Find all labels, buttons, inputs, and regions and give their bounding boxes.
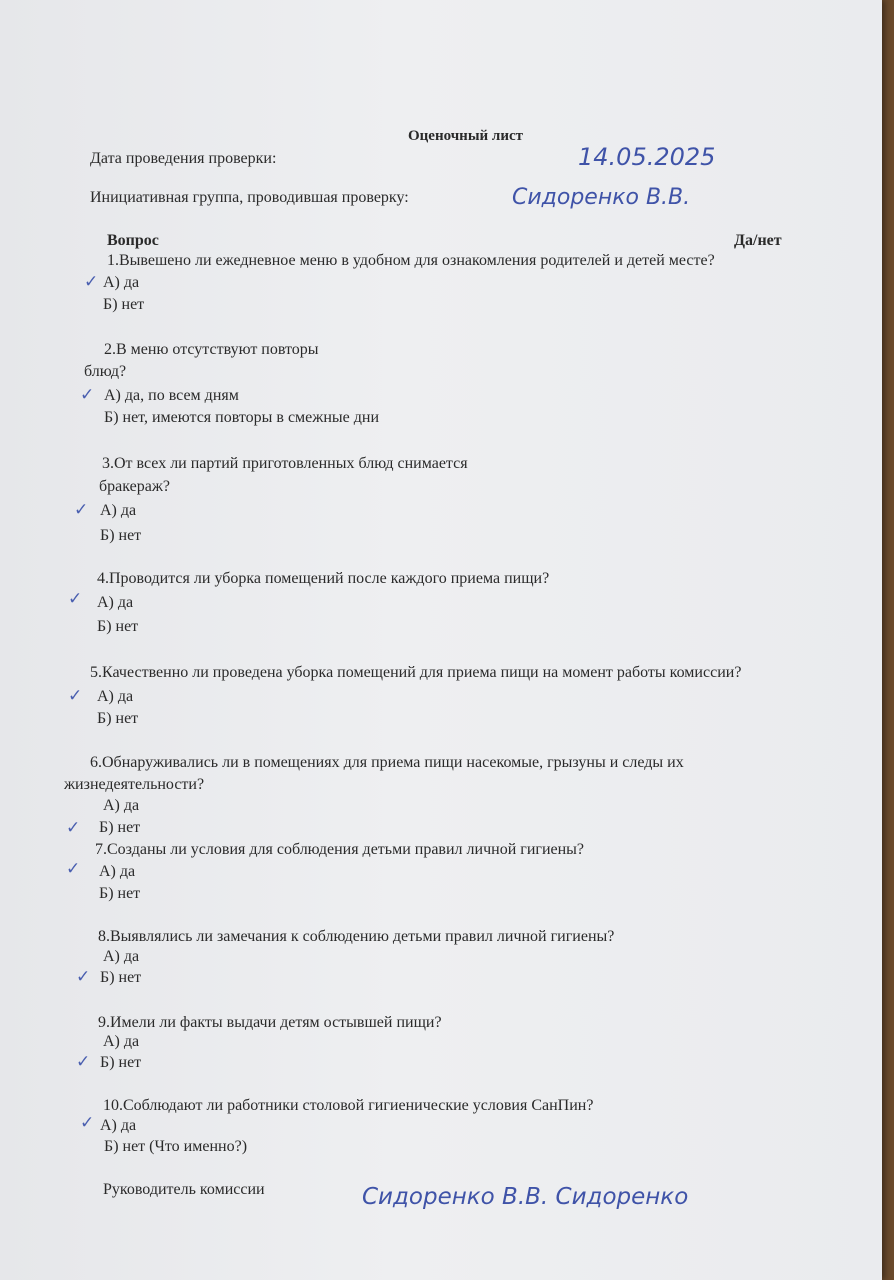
check-mark-5: ✓ — [68, 686, 83, 706]
answer-10a: А) да — [100, 1117, 137, 1134]
answer-4a: А) да — [97, 594, 134, 611]
answer-3a: А) да — [100, 502, 137, 519]
check-mark-10: ✓ — [80, 1113, 95, 1133]
column-answer: Да/нет — [734, 232, 782, 249]
check-mark-3: ✓ — [74, 500, 89, 520]
answer-8a: А) да — [103, 948, 140, 965]
answer-8b: Б) нет — [100, 969, 142, 986]
date-handwritten: 14.05.2025 — [578, 143, 716, 171]
question-10: 10.Соблюдают ли работники столовой гигиенические условия СанПин? — [103, 1097, 594, 1114]
question-6-line2: жизнедеятельности? — [64, 776, 205, 793]
answer-6a: А) да — [103, 797, 140, 814]
check-mark-8: ✓ — [76, 967, 91, 987]
question-8: 8.Выявлялись ли замечания к соблюдению детьми правил личной гигиены? — [98, 928, 615, 945]
question-9: 9.Имели ли факты выдачи детям остывшей пищи? — [98, 1014, 442, 1031]
question-3-line2: бракераж? — [99, 478, 170, 495]
footer-label: Руководитель комиссии — [103, 1181, 265, 1198]
answer-9b: Б) нет — [100, 1054, 142, 1071]
check-mark-1: ✓ — [84, 272, 99, 292]
answer-3b: Б) нет — [100, 527, 142, 544]
answer-10b: Б) нет (Что именно?) — [104, 1138, 248, 1155]
check-mark-7: ✓ — [66, 859, 81, 879]
document-title: Оценочный лист — [408, 128, 524, 144]
group-signature: Сидоренко В.В. — [512, 185, 691, 210]
answer-1a: А) да — [103, 274, 140, 291]
answer-9a: А) да — [103, 1033, 140, 1050]
question-5: 5.Качественно ли проведена уборка помещений для приема пищи на момент работы комиссии? — [90, 664, 742, 681]
answer-5a: А) да — [97, 688, 134, 705]
question-1: 1.Вывешено ли ежедневное меню в удобном для ознакомления родителей и детей месте? — [107, 252, 715, 269]
footer-signature: Сидоренко В.В. Сидоренко — [362, 1184, 689, 1210]
answer-2b: Б) нет, имеются повторы в смежные дни — [104, 409, 380, 426]
answer-7a: А) да — [99, 863, 136, 880]
answer-6b: Б) нет — [99, 819, 141, 836]
question-3-line1: 3.От всех ли партий приготовленных блюд снимается — [102, 455, 468, 472]
check-mark-2: ✓ — [80, 385, 95, 405]
answer-1b: Б) нет — [103, 296, 145, 313]
answer-5b: Б) нет — [97, 710, 139, 727]
group-label: Инициативная группа, проводившая проверку: — [90, 189, 409, 206]
answer-7b: Б) нет — [99, 885, 141, 902]
check-mark-4: ✓ — [68, 589, 83, 609]
question-6-line1: 6.Обнаруживались ли в помещениях для приема пищи насекомые, грызуны и следы их — [90, 754, 684, 771]
question-7: 7.Созданы ли условия для соблюдения детьми правил личной гигиены? — [95, 841, 585, 858]
column-question: Вопрос — [107, 232, 159, 249]
date-label: Дата проведения проверки: — [90, 150, 277, 167]
question-2-line2: блюд? — [84, 363, 127, 380]
check-mark-6: ✓ — [66, 818, 81, 838]
question-2-line1: 2.В меню отсутствуют повторы — [104, 341, 319, 358]
question-4: 4.Проводится ли уборка помещений после каждого приема пищи? — [97, 570, 550, 587]
answer-2a: А) да, по всем дням — [104, 387, 239, 404]
answer-4b: Б) нет — [97, 618, 139, 635]
check-mark-9: ✓ — [76, 1052, 91, 1072]
